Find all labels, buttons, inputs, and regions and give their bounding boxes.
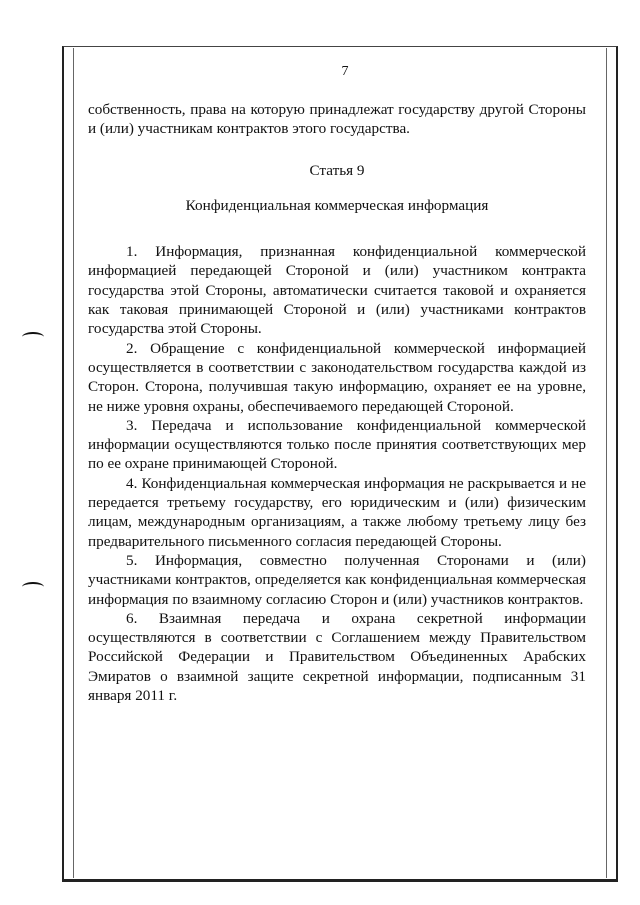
article-title: Статья 9	[309, 161, 365, 179]
paragraph-3: 3. Передача и использование конфиденциальной коммерческой информации осуществляются только после принятия соответствующих мер по ее охране принимающей Стороной.	[88, 416, 586, 473]
continuation-paragraph: собственность, права на которую принадлежат государству другой Стороны и (или) участникам контрактов этого государства.	[88, 101, 586, 138]
article-subtitle: Конфиденциальная коммерческая информация	[185, 196, 489, 214]
paragraph-5: 5. Информация, совместно полученная Сторонами и (или) участниками контрактов, определяется как конфиденциальная коммерческая информация по взаимному согласию Сторон и (или) участников контрактов.	[88, 551, 586, 608]
binding-hole-mark-top	[22, 332, 44, 342]
paragraph-2: 2. Обращение с конфиденциальной коммерческой информацией осуществляется в соответствии с законодательством государства каждой из Сторон. Сторона, получившая такую информацию, охраняет ее на уровне, не ниже уровня охраны, обеспечиваемого передающей Стороной.	[88, 339, 586, 415]
binding-hole-mark-bottom	[22, 582, 44, 592]
document-body	[88, 100, 586, 705]
page-frame-inner-left-line	[73, 48, 74, 878]
paragraph-1: 1. Информация, признанная конфиденциальной коммерческой информацией передающей Стороной и (или) участником контракта государства этой Стороны, автоматически считается таковой и охраняется как таковая принимающей Стороной и (или) участниками контрактов государства этой Стороны.	[88, 243, 586, 338]
paragraph-6: 6. Взаимная передача и охрана секретной информации осуществляются в соответствии с Соглашением между Правительством Российской Федерации и Правительством Объединенных Арабских Эмиратов о взаимной защите секретной информации, подписанным 31 января 2011 г.	[88, 609, 586, 705]
page-number: 7	[341, 64, 349, 79]
page-frame-inner-right-line	[606, 48, 607, 878]
paragraph-4: 4. Конфиденциальная коммерческая информация не раскрывается и не передается третьему государству, его юридическим и (или) физическим лицам, международным организациям, а также любому третьему лицу без предварительного письменного согласия передающей Стороны.	[88, 474, 586, 550]
